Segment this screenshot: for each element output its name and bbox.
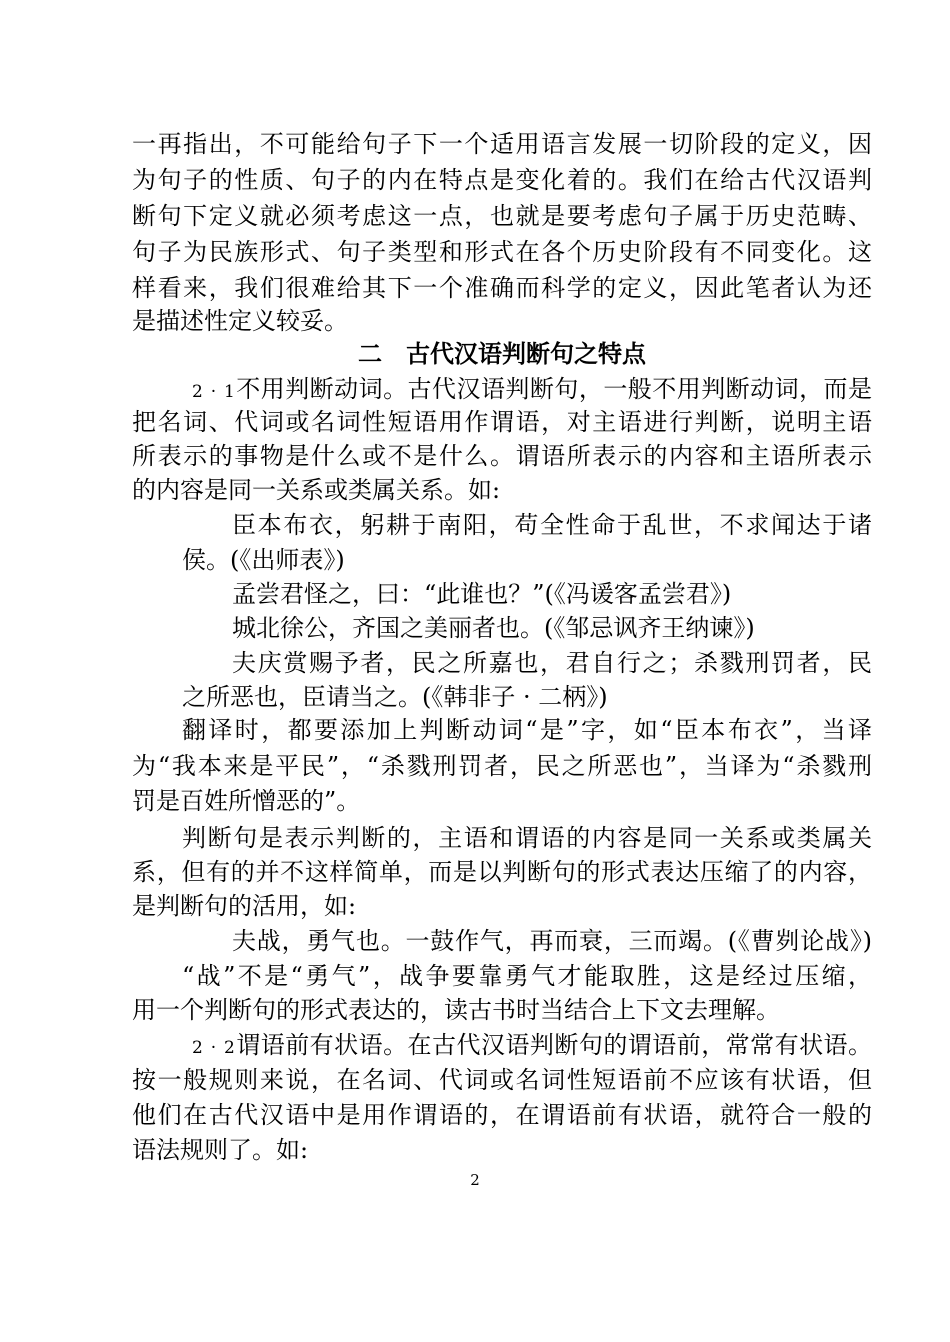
example-line: 之所恶也，臣请当之。(《韩非子 · 二柄》): [182, 683, 608, 711]
paragraph-line: “战”不是“勇气”，战争要靠勇气才能取胜，这是经过压缩，: [182, 962, 872, 990]
paragraph-line: 一再指出，不可能给句子下一个适用语言发展一切阶段的定义，因: [132, 130, 872, 158]
subsection-number: 2 · 2: [192, 1038, 236, 1058]
subsection-number: 2 · 1: [192, 382, 236, 402]
paragraph-line: 语法规则了。如:: [132, 1136, 309, 1164]
page-number: 2: [470, 1171, 480, 1189]
paragraph-line: 把名词、代词或名词性短语用作谓语，对主语进行判断，说明主语: [132, 408, 872, 436]
paragraph-line: 所表示的事物是什么或不是什么。谓语所表示的内容和主语所表示: [132, 442, 872, 470]
paragraph-line: 用一个判断句的形式表达的，读古书时当结合上下文去理解。: [132, 996, 780, 1024]
paragraph-line: 翻译时，都要添加上判断动词“是”字，如“臣本布衣”，当译: [182, 716, 872, 744]
paragraph-line: 是判断句的活用，如:: [132, 892, 357, 920]
subsection-text: 不用判断动词。古代汉语判断句，一般不用判断动词，而是: [235, 375, 873, 403]
paragraph-line: 他们在古代汉语中是用作谓语的，在谓语前有状语，就符合一般的: [132, 1101, 872, 1129]
subsection-text: 谓语前有状语。在古代汉语判断句的谓语前，常常有状语。: [235, 1031, 873, 1059]
paragraph-line: 罚是百姓所憎恶的”。: [132, 787, 361, 815]
example-line: 孟尝君怪之，曰：“此谁也？”(《冯谖客孟尝君》): [232, 580, 732, 608]
paragraph-line: 句子为民族形式、句子类型和形式在各个历史阶段有不同变化。这: [132, 238, 872, 266]
paragraph-line: 为“我本来是平民”，“杀戮刑罚者，民之所恶也”，当译为“杀戮刑: [132, 752, 872, 780]
paragraph-line: 判断句是表示判断的，主语和谓语的内容是同一关系或类属关: [182, 824, 872, 852]
subsection-2-2-first-line: [192, 1028, 872, 1065]
paragraph-line: 按一般规则来说，在名词、代词或名词性短语前不应该有状语，但: [132, 1066, 872, 1094]
example-line: 臣本布衣，躬耕于南阳，苟全性命于乱世，不求闻达于诸: [232, 511, 872, 539]
example-line: 夫战，勇气也。一鼓作气，再而衰，三而竭。(《曹刿论战》): [232, 927, 872, 955]
paragraph-line: 的内容是同一关系或类属关系。如:: [132, 476, 501, 504]
section-heading: 二 古代汉语判断句之特点: [358, 340, 646, 368]
example-line: 夫庆赏赐予者，民之所嘉也，君自行之；杀戮刑罚者，民: [232, 649, 872, 677]
paragraph-line: 样看来，我们很难给其下一个准确而科学的定义，因此笔者认为还: [132, 274, 872, 302]
example-line: 侯。(《出师表》): [182, 546, 345, 574]
example-line: 城北徐公，齐国之美丽者也。(《邹忌讽齐王纳谏》): [232, 614, 755, 642]
paragraph-line: 为句子的性质、句子的内在特点是变化着的。我们在给古代汉语判: [132, 166, 872, 194]
paragraph-line: 是描述性定义较妥。: [132, 307, 348, 335]
paragraph-line: 系，但有的并不这样简单，而是以判断句的形式表达压缩了的内容，: [132, 858, 872, 886]
subsection-2-1-first-line: [192, 372, 872, 409]
paragraph-line: 断句下定义就必须考虑这一点，也就是要考虑句子属于历史范畴、: [132, 202, 872, 230]
